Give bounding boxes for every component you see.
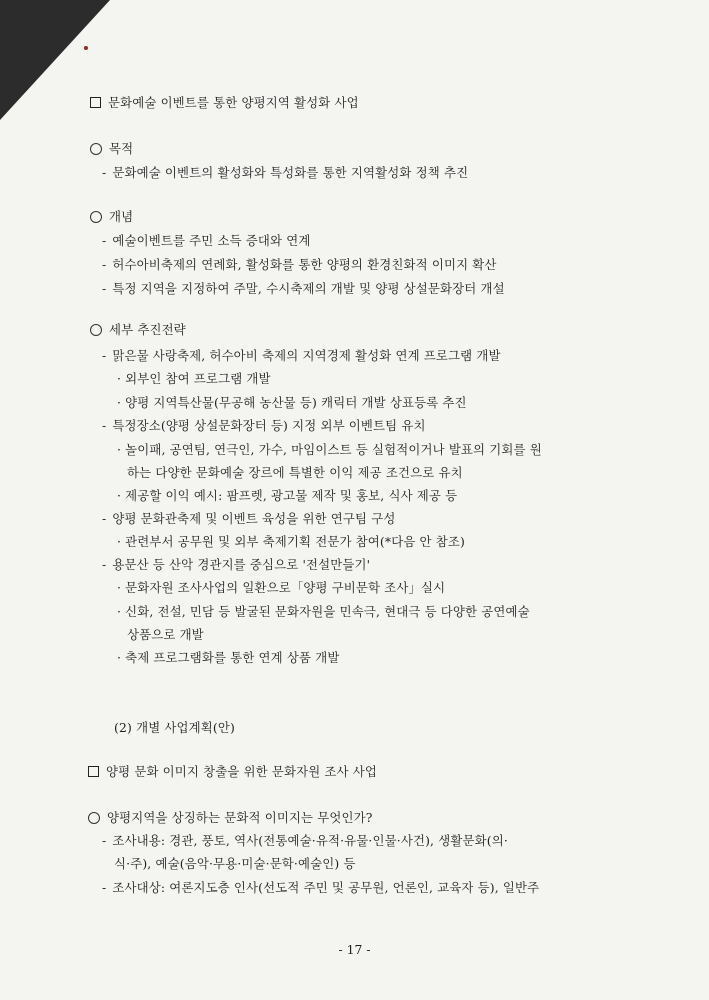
list-subitem: · 축제 프로그램화를 통한 연계 상품 개발: [117, 650, 340, 665]
list-item: - 조사대상: 여론지도층 인사(선도적 주민 및 공무원, 언론인, 교육자 등), 일반주: [102, 880, 540, 895]
subheading-concept: 개념: [90, 209, 133, 225]
section-heading-resource-survey: 양평 문화 이미지 창출을 위한 문화자원 조사 사업: [88, 764, 377, 780]
list-item-continued: 식·주), 예술(음악·무용·미술·문학·예술인) 등: [114, 856, 356, 871]
square-bullet-icon: [88, 766, 99, 777]
square-bullet-icon: [90, 97, 101, 108]
subheading-strategy: 세부 추진전략: [90, 322, 186, 338]
section-heading-culture-event: 문화예술 이벤트를 통한 양평지역 활성화 사업: [90, 95, 359, 111]
list-item: - 특정장소(양평 상설문화장터 등) 지정 외부 이벤트팀 유치: [102, 418, 426, 433]
list-subitem: · 양평 지역특산물(무공해 농산물 등) 캐릭터 개발 상표등록 추진: [117, 395, 467, 410]
list-item: - 특정 지역을 지정하여 주말, 수시축제의 개발 및 양평 상설문화장터 개설: [102, 281, 505, 296]
circle-bullet-icon: [88, 812, 100, 824]
circle-bullet-icon: [90, 211, 102, 223]
list-subitem: · 놀이패, 공연팀, 연극인, 가수, 마임이스트 등 실험적이거나 발표의 기회를 원: [117, 442, 542, 457]
list-item: - 맑은물 사랑축제, 허수아비 축제의 지역경제 활성화 연계 프로그램 개발: [102, 348, 501, 363]
list-item: - 양평 문화관축제 및 이벤트 육성을 위한 연구팀 구성: [102, 511, 396, 526]
page-number: - 17 -: [338, 942, 371, 957]
list-subitem: · 문화자원 조사사업의 일환으로「양평 구비문학 조사」실시: [117, 580, 446, 595]
list-item: - 조사내용: 경관, 풍토, 역사(전통예술·유적·유물·인물·사건), 생활문화(의·: [102, 833, 508, 848]
list-subitem: · 제공할 이익 예시: 팜프렛, 광고물 제작 및 홍보, 식사 제공 등: [117, 488, 458, 503]
list-item: - 허수아비축제의 연례화, 활성화를 통한 양평의 환경친화적 이미지 확산: [102, 257, 497, 272]
list-item: - 용문산 등 산악 경관지를 중심으로 '전설만들기': [102, 557, 371, 572]
list-subitem: · 외부인 참여 프로그램 개발: [117, 371, 271, 386]
list-item: - 문화예술 이벤트의 활성화와 특성화를 통한 지역활성화 정책 추진: [102, 165, 469, 180]
subheading-purpose: 목적: [90, 141, 133, 157]
circle-bullet-icon: [90, 143, 102, 155]
list-subitem-continued: 하는 다양한 문화예술 장르에 특별한 이익 제공 조건으로 유치: [127, 465, 463, 480]
list-subitem: · 관련부서 공무원 및 외부 축제기획 전문가 참여(*다음 안 참조): [117, 534, 465, 549]
scan-speck: [84, 46, 88, 50]
list-subitem: · 신화, 전설, 민담 등 발굴된 문화자원을 민속극, 현대극 등 다양한 공연예술: [117, 604, 530, 619]
subheading-symbolic-image: 양평지역을 상징하는 문화적 이미지는 무엇인가?: [88, 810, 373, 826]
section-heading-individual-plan: (2) 개별 사업계획(안): [114, 720, 235, 735]
list-subitem-continued: 상품으로 개발: [127, 627, 204, 642]
list-item: - 예술이벤트를 주민 소득 증대와 연계: [102, 233, 311, 248]
circle-bullet-icon: [90, 324, 102, 336]
